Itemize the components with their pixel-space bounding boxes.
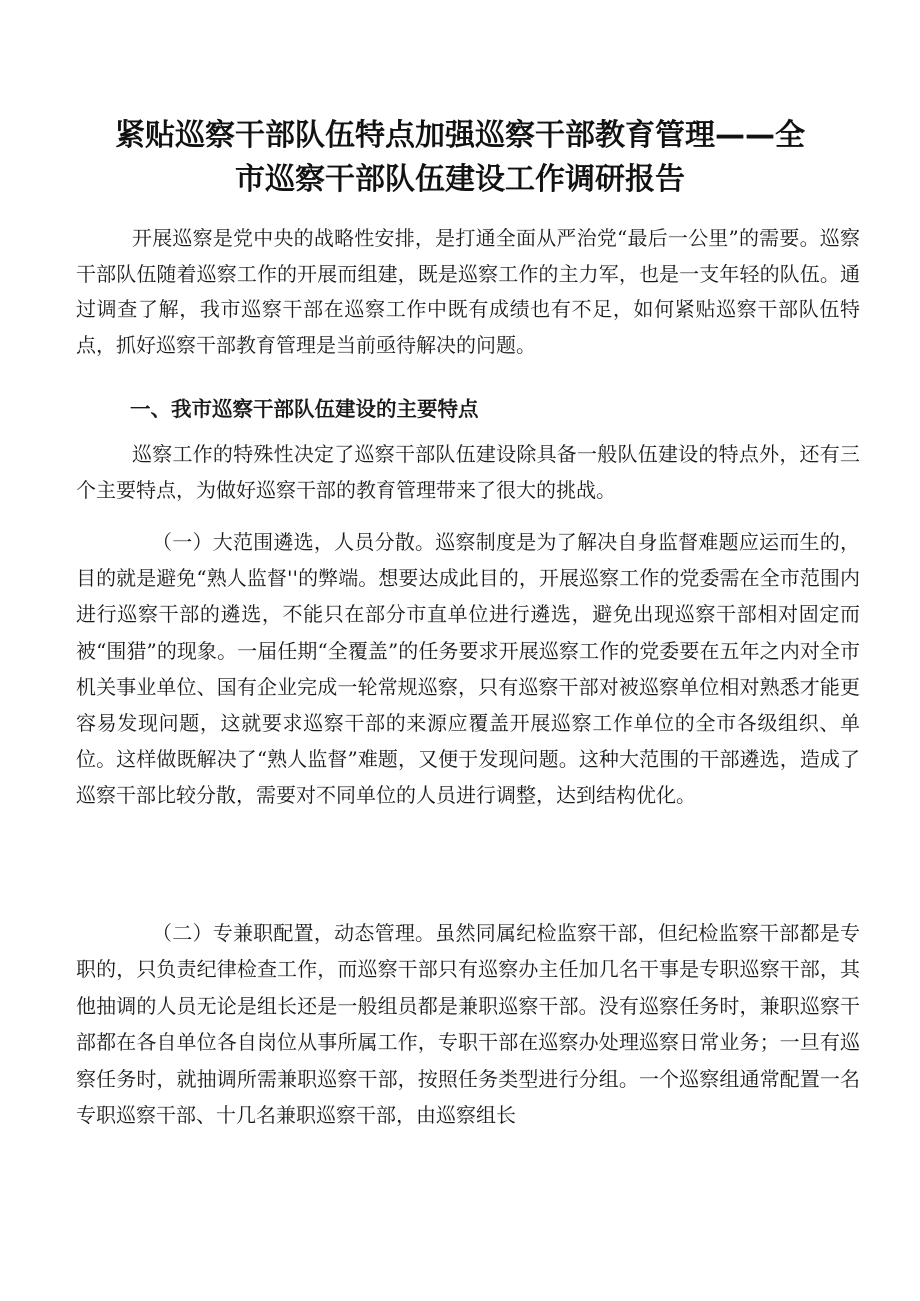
point-1-paragraph: （一）大范围遴选，人员分散。巡察制度是为了解决自身监督难题应运而生的，目的就是避免“熟人监督''的弊端。想要达成此目的，开展巡察工作的党委需在全市范围内进行巡察干部的遴选，不能只在部分市直单位进行遴选，避免出现巡察干部相对固定而被“围猎”的现象。一届任期“全覆盖”的任务要求开展巡察工作的党委要在五年之内对全市机关事业单位、国有企业完成一轮常规巡察，只有巡察干部对被巡察单位相对熟悉才能更容易发现问题，这就要求巡察干部的来源应覆盖开展巡察工作单位的全市各级组织、单位。这样做既解决了“熟人监督”难题，又便于发现问题。这种大范围的干部遴选，造成了巡察干部比较分散，需要对不同单位的人员进行调整，达到结构优化。 <box>76 530 860 808</box>
point-2-paragraph: （二）专兼职配置，动态管理。虽然同属纪检监察干部，但纪检监察干部都是专职的，只负责纪律检查工作，而巡察干部只有巡察办主任加几名干事是专职巡察干部，其他抽调的人员无论是组长还是一般组员都是兼职巡察干部。没有巡察任务时，兼职巡察干部都在各自单位各自岗位从事所属工作，专职干部在巡察办处理巡察日常业务；一旦有巡察任务时，就抽调所需兼职巡察干部，按照任务类型进行分组。一个巡察组通常配置一名专职巡察干部、十几名兼职巡察干部，由巡察组长 <box>76 921 860 1128</box>
intro-paragraph: 开展巡察是党中央的战略性安排，是打通全面从严治党“最后一公里”的需要。巡察干部队伍随着巡察工作的开展而组建，既是巡察工作的主力军，也是一支年轻的队伍。通过调查了解，我市巡察干部在巡察工作中既有成绩也有不足，如何紧贴巡察干部队伍特点，抓好巡察干部教育管理是当前亟待解决的问题。 <box>76 226 860 357</box>
document-title <box>90 114 830 202</box>
section-1-intro-paragraph: 巡察工作的特殊性决定了巡察干部队伍建设除具备一般队伍建设的特点外，还有三个主要特点，为做好巡察干部的教育管理带来了很大的挑战。 <box>76 442 860 502</box>
section-1-heading: 一、我市巡察干部队伍建设的主要特点 <box>130 397 479 421</box>
title-line-1: 紧贴巡察干部队伍特点加强巡察干部教育管理——全 <box>115 118 805 153</box>
title-line-2: 市巡察干部队伍建设工作调研报告 <box>235 162 685 197</box>
